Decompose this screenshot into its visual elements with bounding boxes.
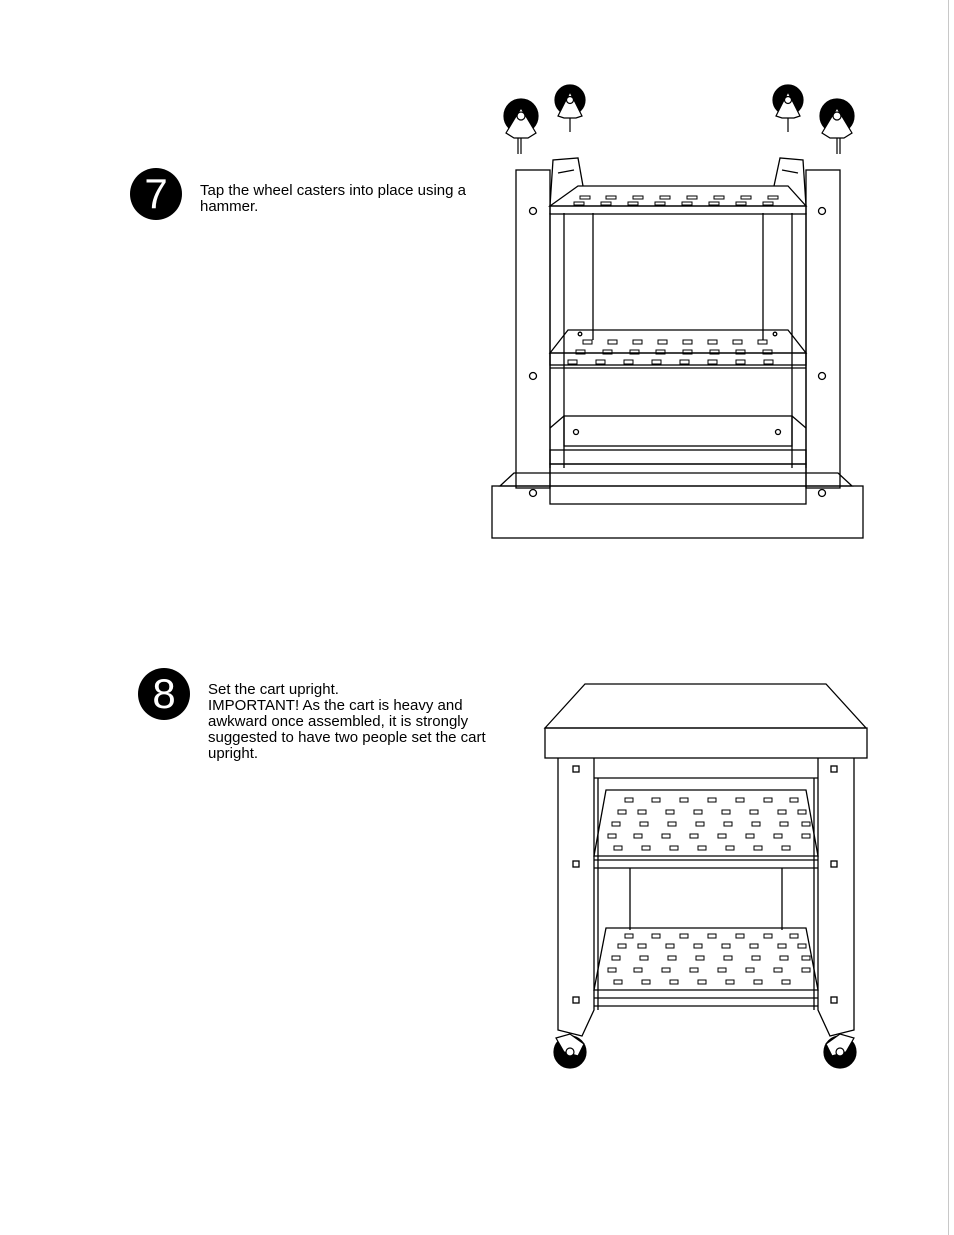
step-8-illustration [540,680,875,1072]
lower-shelf-slots [608,934,810,984]
step-7-instruction: Tap the wheel casters into place using a hammer. [200,182,466,215]
cart-top [545,684,866,728]
step-8-badge: 8 [138,668,190,720]
worktable-surface [500,473,852,486]
left-leg [558,758,594,1036]
upper-shelf-slots [608,798,810,850]
left-leg [516,170,550,488]
right-leg [818,758,854,1036]
page-edge-rule [948,0,949,1235]
cart-top-edge [545,728,867,758]
wheel-casters [504,85,854,154]
bottom-panel [564,416,792,446]
right-leg [806,170,840,488]
step-8-instruction: Set the cart upright. IMPORTANT! As the cart is heavy and awkward once assembled, it is strongly suggested to have two people set the cart upright. [208,681,486,762]
worktable-slab [492,486,863,538]
step-7-illustration [488,78,868,543]
cart-wheels [554,1034,856,1068]
step-7-badge: 7 [130,168,182,220]
